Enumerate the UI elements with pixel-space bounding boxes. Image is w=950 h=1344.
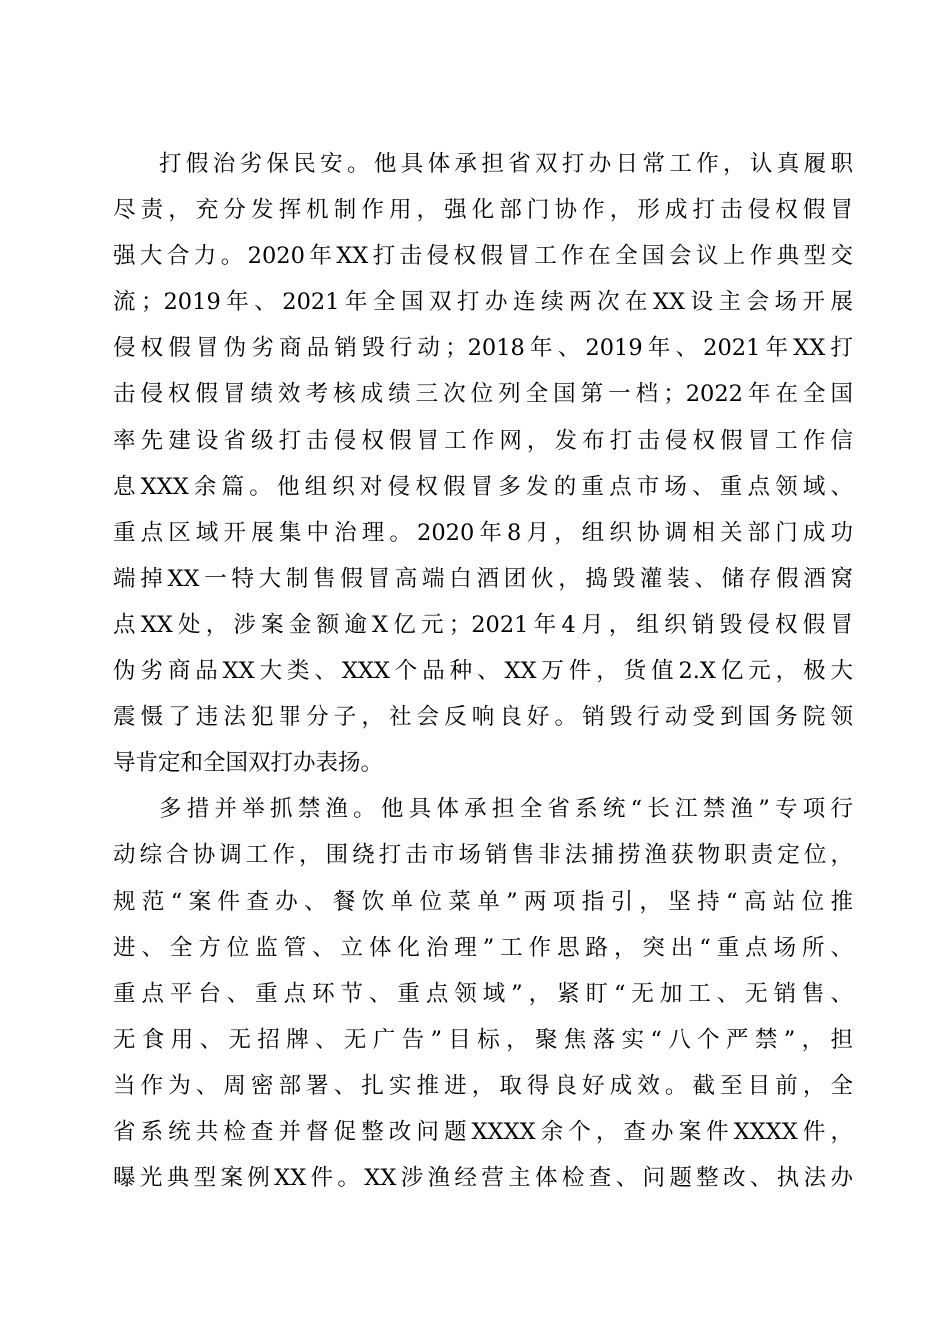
paragraph-1-line-12: 伪劣商品XX大类、XXX个品种、XX万件，货值2.X亿元，极大: [113, 658, 853, 685]
paragraph-1-line-1: 打假治劣保民安。他具体承担省双打办日常工作，认真履职: [159, 151, 853, 177]
paragraph-1-line-5: 侵权假冒伪劣商品销毁行动；2018年、2019年、2021年XX打: [113, 335, 853, 362]
paragraph-1-line-10: 端掉XX一特大制售假冒高端白酒团伙，捣毁灌装、储存假酒窝: [113, 565, 853, 592]
paragraph-1-line-7: 率先建设省级打击侵权假冒工作网，发布打击侵权假冒工作信: [113, 427, 853, 454]
paragraph-2-line-5: 重点平台、重点环节、重点领域”，紧盯“无加工、无销售、: [113, 980, 853, 1007]
paragraph-2-line-8: 省系统共检查并督促整改问题XXXX余个，查办案件XXXX件，: [113, 1118, 853, 1145]
paragraph-1-line-8: 息XXX余篇。他组织对侵权假冒多发的重点市场、重点领域、: [113, 473, 853, 500]
paragraph-1-line-6: 击侵权假冒绩效考核成绩三次位列全国第一档；2022年在全国: [113, 381, 853, 408]
paragraph-2-line-2: 动综合协调工作，围绕打击市场销售非法捕捞渔获物职责定位，: [113, 842, 853, 869]
paragraph-2-line-4: 进、全方位监管、立体化治理”工作思路，突出“重点场所、: [113, 934, 853, 961]
paragraph-1-line-14: 导肯定和全国双打办表扬。: [113, 750, 384, 777]
paragraph-2-line-3: 规范“案件查办、餐饮单位菜单”两项指引，坚持“高站位推: [113, 888, 853, 915]
paragraph-1-line-3: 强大合力。2020年XX打击侵权假冒工作在全国会议上作典型交: [113, 243, 853, 270]
paragraph-1-line-2: 尽责，充分发挥机制作用，强化部门协作，形成打击侵权假冒: [113, 197, 853, 224]
paragraph-1-line-4: 流；2019年、2021年全国双打办连续两次在XX设主会场开展: [113, 289, 853, 316]
paragraph-2-line-9: 曝光典型案例XX件。XX涉渔经营主体检查、问题整改、执法办: [113, 1165, 853, 1192]
paragraph-1-line-11: 点XX处，涉案金额逾X亿元；2021年4月，组织销毁侵权假冒: [113, 611, 853, 638]
document-body: [113, 141, 853, 1201]
paragraph-1-line-13: 震慑了违法犯罪分子，社会反响良好。销毁行动受到国务院领: [113, 704, 853, 731]
paragraph-2-line-6: 无食用、无招牌、无广告”目标，聚焦落实“八个严禁”，担: [113, 1026, 853, 1053]
paragraph-2-line-1: 多措并举抓禁渔。他具体承担全省系统“长江禁渔”专项行: [159, 796, 853, 823]
paragraph-1-line-9: 重点区域开展集中治理。2020年8月，组织协调相关部门成功: [113, 519, 853, 546]
paragraph-2-line-7: 当作为、周密部署、扎实推进，取得良好成效。截至目前，全: [113, 1072, 853, 1099]
